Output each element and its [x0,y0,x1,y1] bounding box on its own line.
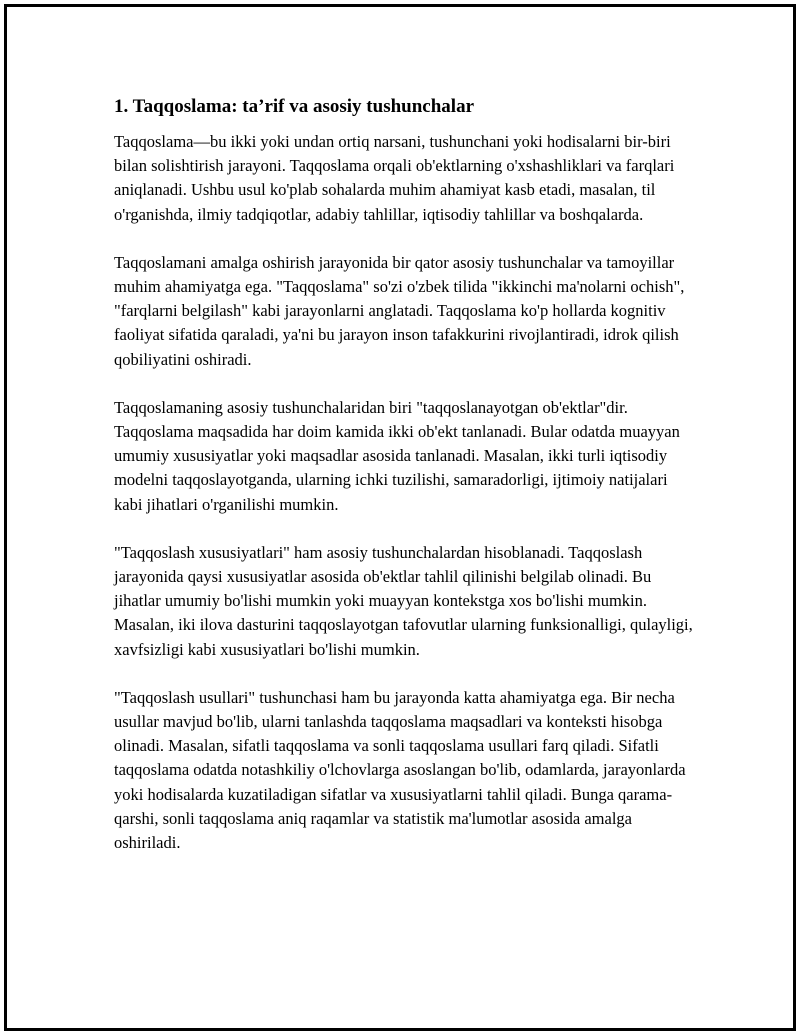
paragraph-4: "Taqqoslash xususiyatlari" ham asosiy tushunchalardan hisoblanadi. Taqqoslash jarayonida qaysi xususiyatlar asosida ob'ektlar tahlil qilinishi belgilab olinadi. Bu jihatlar umumiy bo'lishi mumkin yoki muayyan kontekstga xos bo'lishi mumkin. Masalan, iki ilova dasturini taqqoslayotgan tafovutlar ularning funksionalligi, qulayligi, xavfsizligi kabi xususiyatlari bo'lishi mumkin. [114,542,693,659]
section-heading: 1. Taqqoslama: ta’rif va asosiy tushunchalar [114,96,475,117]
paragraph-5: "Taqqoslash usullari" tushunchasi ham bu jarayonda katta ahamiyatga ega. Bir necha usullar mavjud bo'lib, ularni tanlashda taqqoslama maqsadlari va konteksti hisobga olinadi. Masalan, sifatli taqqoslama va sonli taqqoslama usullari farq qiladi. Sifatli taqqoslama odatda notashkiliy o'lchovlarga asoslangan bo'lib, odamlarda, jarayonlarda yoki hodisalarda kuzatiladigan sifatlar va xususiyatlarni tahlil qiladi. Bunga qarama-qarshi, sonli taqqoslama aniq raqamlar va statistik ma'lumotlar asosida amalga oshiriladi. [114,687,686,853]
paragraph-2: Taqqoslamani amalga oshirish jarayonida bir qator asosiy tushunchalar va tamoyillar muhim ahamiyatga ega. "Taqqoslama" so'zi o'zbek tilida "ikkinchi ma'nolarni ochish", "farqlarni belgilash" kabi jarayonlarni anglatadi. Taqqoslama ko'p hollarda kognitiv faoliyat sifatida qaraladi, ya'ni bu jarayon inson tafakkurini rivojlantiradi, idrok qilish qobiliyatini oshiradi. [114,252,685,369]
paragraph-1: Taqqoslama—bu ikki yoki undan ortiq narsani, tushunchani yoki hodisalarni bir-biri bilan solishtirish jarayoni. Taqqoslama orqali ob'ektlarning o'xshashliklari va farqlari aniqlanadi. Ushbu usul ko'plab sohalarda muhim ahamiyat kasb etadi, masalan, til o'rganishda, ilmiy tadqiqotlar, adabiy tahlillar, iqtisodiy tahlillar va boshqalarda. [114,132,675,224]
paragraph-3: Taqqoslamaning asosiy tushunchalaridan biri "taqqoslanayotgan ob'ektlar"dir. Taqqoslama maqsadida har doim kamida ikki ob'ekt tanlanadi. Bular odatda muayyan umumiy xususiyatlar yoki maqsadlar asosida tanlanadi. Masalan, ikki turli iqtisodiy modelni taqqoslayotganda, ularning ichki tuzilishi, samaradorligi, ijtimoiy natijalari kabi jihatlari o'rganilishi mumkin. [114,397,680,514]
document-body [114,94,694,879]
